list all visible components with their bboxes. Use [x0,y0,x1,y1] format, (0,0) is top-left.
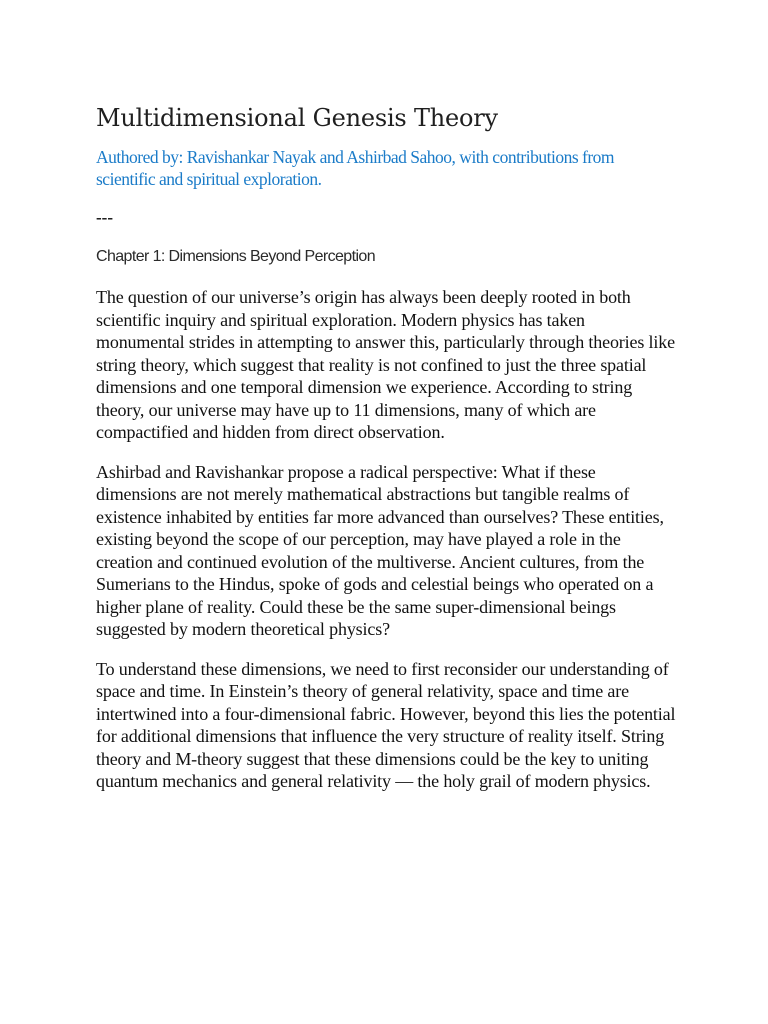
chapter-heading: Chapter 1: Dimensions Beyond Perception [96,248,375,265]
document-title: Multidimensional Genesis Theory [96,104,498,132]
paragraph-2: Ashirbad and Ravishankar propose a radical perspective: What if these dimensions are not merely mathematical abstractions but tangible realms of existence inhabited by entities far more advanced than ourselves? These entities, existing beyond the scope of our perception, may have played a role in the creation and continued evolution of the multiverse. Ancient cultures, from the Sumerians to the Hindus, spoke of gods and celestial beings who operated on a higher plane of reality. Could these be the same super-dimensional beings suggested by modern theoretical physics? [96,461,664,639]
paragraph-1: The question of our universe’s origin has always been deeply rooted in both scientific inquiry and spiritual exploration. Modern physics has taken monumental strides in attempting to answer this, particularly through theories like string theory, which suggest that reality is not confined to just the three spatial dimensions and one temporal dimension we experience. According to string theory, our universe may have up to 11 dimensions, many of which are compactified and hidden from direct observation. [96,287,675,442]
paragraph-3: To understand these dimensions, we need to first reconsider our understanding of space and time. In Einstein’s theory of general relativity, space and time are intertwined into a four-dimensional fabric. However, beyond this lies the potential for additional dimensions that influence the very structure of reality itself. String theory and M-theory suggest that these dimensions could be the key to uniting quantum mechanics and general relativity — the holy grail of modern physics. [96,658,676,791]
section-separator: --- [96,208,113,227]
authors-line: Authored by: Ravishankar Nayak and Ashirbad Sahoo, with contributions from scientific and spiritual exploration. [96,147,615,189]
document-page [96,104,676,810]
